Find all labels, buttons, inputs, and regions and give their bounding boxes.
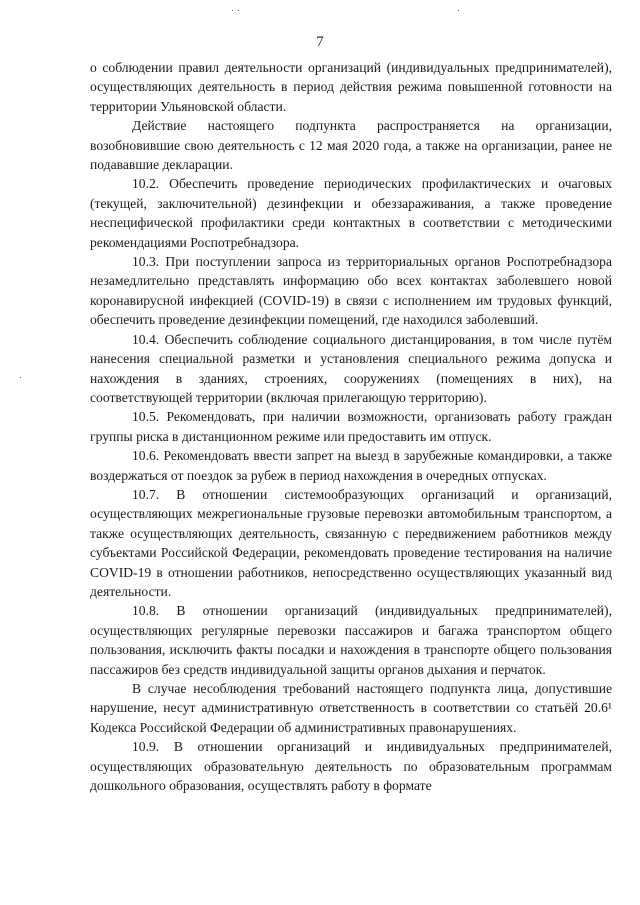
- paragraph-10-2: 10.2. Обеспечить проведение периодических профилактических и очаговых (текущей, заключительной) дезинфекции и обеззараживания, а также проведение неспецифической профилактики среди контактных в соответствии с методическими рекомендациями Роспотребнадзора.: [90, 176, 612, 250]
- scan-artifact: [458, 10, 459, 11]
- paragraph-scope: Действие настоящего подпункта распространяется на организации, возобновившие свою деятельность с 12 мая 2020 года, а также на организации, ранее не подававшие декларации.: [90, 118, 612, 173]
- paragraph-10-3: 10.3. При поступлении запроса из территориальных органов Роспотребнадзора незамедлительно представлять информацию обо всех контактах заболевшего новой коронавирусной инфекцией (COVID-19) в связи с исполнением им трудовых функций, обеспечить проведение дезинфекции помещений, где находился заболевший.: [90, 254, 612, 328]
- paragraph-10-6: 10.6. Рекомендовать ввести запрет на выезд в зарубежные командировки, а также воздержаться от поездок за рубеж в период нахождения в очередных отпусках.: [90, 448, 612, 483]
- paragraph-10-4: 10.4. Обеспечить соблюдение социального дистанцирования, в том числе путём нанесения специальной разметки и установления специального режима допуска и нахождения в зданиях, строениях, сооружениях (помещениях в них), на соответствующей территории (включая прилегающую территорию).: [90, 331, 612, 405]
- paragraph-10-9: 10.9. В отношении организаций и индивидуальных предпринимателей, осуществляющих образовательную деятельность по образовательным программам дошкольного образования, осуществлять работу в формате: [90, 739, 612, 794]
- scan-artifact: [20, 377, 21, 378]
- paragraph-10-7: 10.7. В отношении системообразующих организаций и организаций, осуществляющих межрегиональные грузовые перевозки автомобильным транспортом, а также осуществляющих деятельность, связанную с передвижением работников между субъектами Российской Федерации, рекомендовать проведение тестирования на наличие COVID-19 в отношении работников, непосредственно осуществляющих указанный вид деятельности.: [90, 486, 612, 599]
- document-body: [90, 58, 612, 795]
- paragraph-10-5: 10.5. Рекомендовать, при наличии возможности, организовать работу граждан группы риска в дистанционном режиме или предоставить им отпуск.: [90, 409, 612, 444]
- paragraph-10-8: 10.8. В отношении организаций (индивидуальных предпринимателей), осуществляющих регулярные перевозки пассажиров и багажа транспортом общего пользования, исключить факты посадки и нахождения в транспорте общего пользования пассажиров без средств индивидуальной защиты органов дыхания и перчаток.: [90, 603, 612, 677]
- paragraph-continuation: о соблюдении правил деятельности организаций (индивидуальных предпринимателей), осуществляющих деятельность в период действия режима повышенной готовности на территории Ульяновской области.: [90, 60, 612, 114]
- scan-artifact: [232, 10, 233, 11]
- page-number: 7: [316, 34, 324, 50]
- paragraph-liability: В случае несоблюдения требований настоящего подпункта лица, допустившие нарушение, несут административную ответственность в соответствии со статьёй 20.6¹ Кодекса Российской Федерации об административных правонарушениях.: [90, 681, 612, 735]
- scan-artifact: [238, 10, 239, 11]
